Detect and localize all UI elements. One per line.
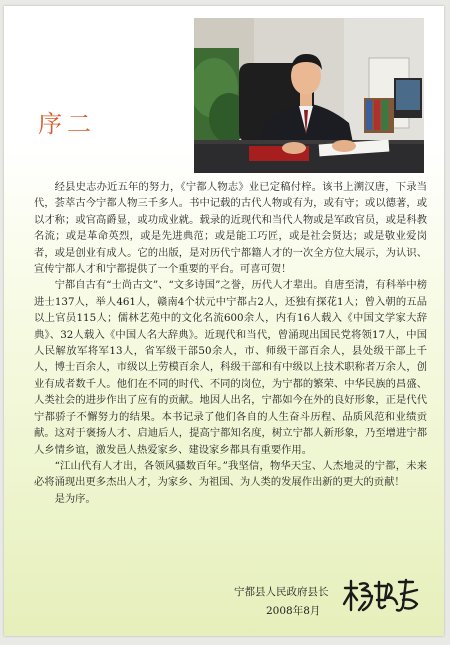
signature-date: 2008年8月: [266, 605, 321, 617]
paragraph-4: 是为序。: [54, 492, 96, 505]
handwritten-signature: [341, 576, 421, 616]
paragraph-2: 宁都自古有“士尚古文”、“文多诗国”之誉，历代人才辈出。自唐至清，有科举中榜进士137人，举人461人，赣南4个状元中宁都占2人，还独有探花1人；曾入朝的五品以上官员115人；儒林艺苑中的文化名流600余人，内有16人载入《中国文学家大辞典》、32人载入《中国人名大辞典》。近现代和当代，曾涌现出国民党将领17人，中国人民解放军将军13人，省军级干部50余人，市、师级干部百余人，县处级干部上千人，博士百余人，市级以上劳模百余人，科级干部和有中级以上技术职称者万余人，创业有成者数千人。他们在不同的时代、不同的岗位，为宁都的繁荣、中华民族的昌盛、人类社会的进步作出了应有的贡献。地因人出名，宁都如今在外的良好形象，正是代代宁都骄子不懈努力的结果。本书记录了他们各自的人生奋斗历程、品质风范和业绩贡献。这对于褒扬人才、启迪后人，提高宁都知名度，树立宁都人新形象，乃至增进宁都人乡情乡谊，激发邑人热爱家乡、建设家乡都具有重要作用。: [34, 279, 427, 456]
preface-page: [4, 6, 444, 636]
paragraph-3: “江山代有人才出，各领风骚数百年。”我坚信，物华天宝、人杰地灵的宁都，未来必将涌现出更多杰出人才，为家乡、为祖国、为人类的发展作出新的更大的贡献！: [34, 459, 427, 489]
portrait-photo: [194, 18, 424, 173]
paragraph-1: 经县史志办近五年的努力，《宁都人物志》业已定稿付梓。该书上溯汉唐，下录当代，荟萃古今宁都人物三千多人。书中记载的古代人物或有为，或有守；或以德著，或以才称；或官高爵显，或功成业就。载录的近现代和当代人物或是军政官员，或是科教名流；或是革命英烈，或是先进典范；或是能工巧匠，或是社会贤达；或是敬业爱岗者，或是创业有成人。它的出版，是对历代宁都籍人才的一次全方位大展示，为认识、宣传宁都人才和宁都提供了一个重要的平台。可喜可贺！: [34, 181, 427, 276]
handwritten-signature-image: [341, 576, 421, 616]
signature-organization: 宁都县人民政府县长: [234, 586, 329, 598]
preface-heading: 序二: [38, 110, 96, 138]
preface-body: [34, 179, 427, 507]
portrait-photo-image: [194, 18, 424, 173]
